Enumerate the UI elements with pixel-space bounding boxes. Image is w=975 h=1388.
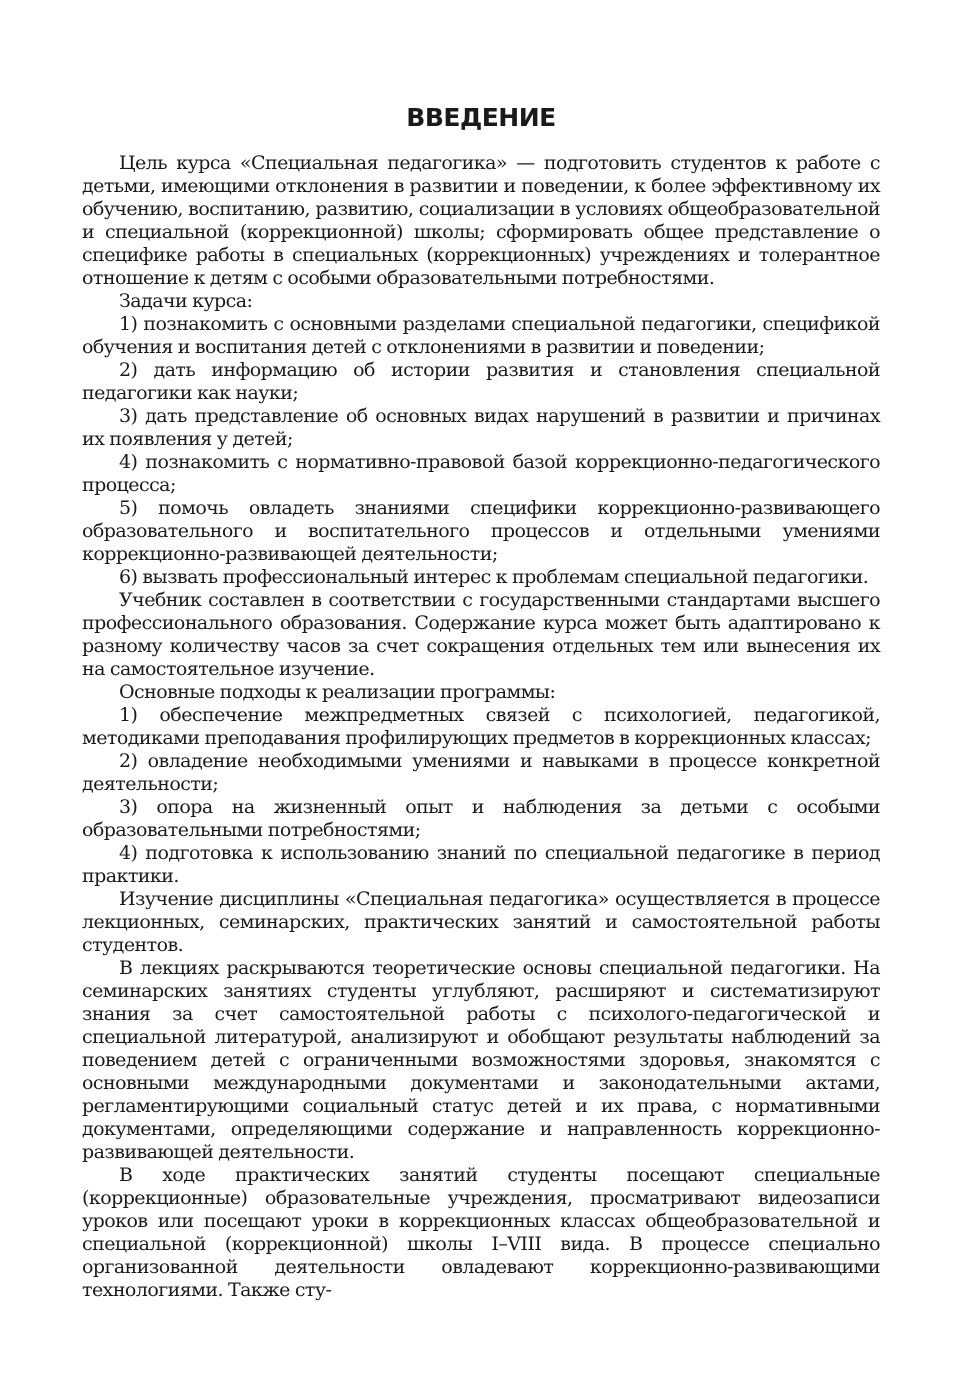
paragraph: 3) опора на жизненный опыт и наблюдения за детьми с особыми образовательными потребностями; — [82, 796, 880, 841]
paragraph: 2) овладение необходимыми умениями и навыками в процессе конкретной деятельности; — [82, 750, 880, 795]
paragraph: 4) подготовка к использованию знаний по специальной педагогике в период практики. — [82, 842, 880, 887]
paragraph: Цель курса «Специальная педагогика» — подготовить студентов к работе с детьми, имеющими отклонения в развитии и поведении, к более эффективному их обучению, воспитанию, развитию, социализации в условиях общеобразовательной и специальной (коррекционной) школы; сформировать общее представление о специфике работы в специальных (коррекционных) учреждениях и толерантное отношение к детям с особыми образовательными потребностями. — [82, 152, 880, 289]
chapter-title: ВВЕДЕНИЕ — [406, 103, 556, 132]
paragraph: В лекциях раскрываются теоретические основы специальной педагогики. На семинарских занятиях студенты углубляют, расширяют и систематизируют знания за счет самостоятельной работы с психолого-педагогической и специальной литературой, анализируют и обобщают результаты наблюдений за поведением детей с ограниченными возможностями здоровья, знакомятся с основными международными документами и законодательными актами, регламентирующими социальный статус детей и их права, с нормативными документами, определяющими содержание и направленность коррекционно-развивающей деятельности. — [82, 957, 880, 1163]
paragraph: 5) помочь овладеть знаниями специфики коррекционно-развивающего образовательного и воспитательного процессов и отдельными умениями коррекционно-развивающей деятельности; — [82, 497, 880, 565]
book-page — [82, 0, 880, 1302]
paragraph: Учебник составлен в соответствии с государственными стандартами высшего профессионального образования. Содержание курса может быть адаптировано к разному количеству часов за счет сокращения отдельных тем или вынесения их на самостоятельное изучение. — [82, 589, 880, 680]
paragraph: 1) познакомить с основными разделами специальной педагогики, спецификой обучения и воспитания детей с отклонениями в развитии и поведении; — [82, 313, 880, 358]
paragraph: 2) дать информацию об истории развития и становления специальной педагогики как науки; — [82, 359, 880, 404]
paragraph: 6) вызвать профессиональный интерес к проблемам специальной педагогики. — [119, 566, 869, 588]
paragraph: 1) обеспечение межпредметных связей с психологией, педагогикой, методиками преподавания профилирующих предметов в коррекционных классах; — [82, 704, 880, 749]
paragraph: Основные подходы к реализации программы: — [119, 681, 556, 703]
paragraph: Задачи курса: — [119, 290, 253, 312]
chapter-body — [82, 152, 880, 1302]
paragraph: Изучение дисциплины «Специальная педагогика» осуществляется в процессе лекционных, семинарских, практических занятий и самостоятельной работы студентов. — [82, 888, 880, 956]
paragraph: 3) дать представление об основных видах нарушений в развитии и причинах их появления у детей; — [82, 405, 880, 450]
paragraph: В ходе практических занятий студенты посещают специальные (коррекционные) образовательные учреждения, просматривают видеозаписи уроков или посещают уроки в коррекционных классах общеобразовательной и специальной (коррекционной) школы I–VIII вида. В процессе специально организованной деятельности овладевают коррекционно-развивающими технологиями. Также сту- — [82, 1164, 880, 1301]
paragraph: 4) познакомить с нормативно-правовой базой коррекционно-педагогического процесса; — [82, 451, 880, 496]
